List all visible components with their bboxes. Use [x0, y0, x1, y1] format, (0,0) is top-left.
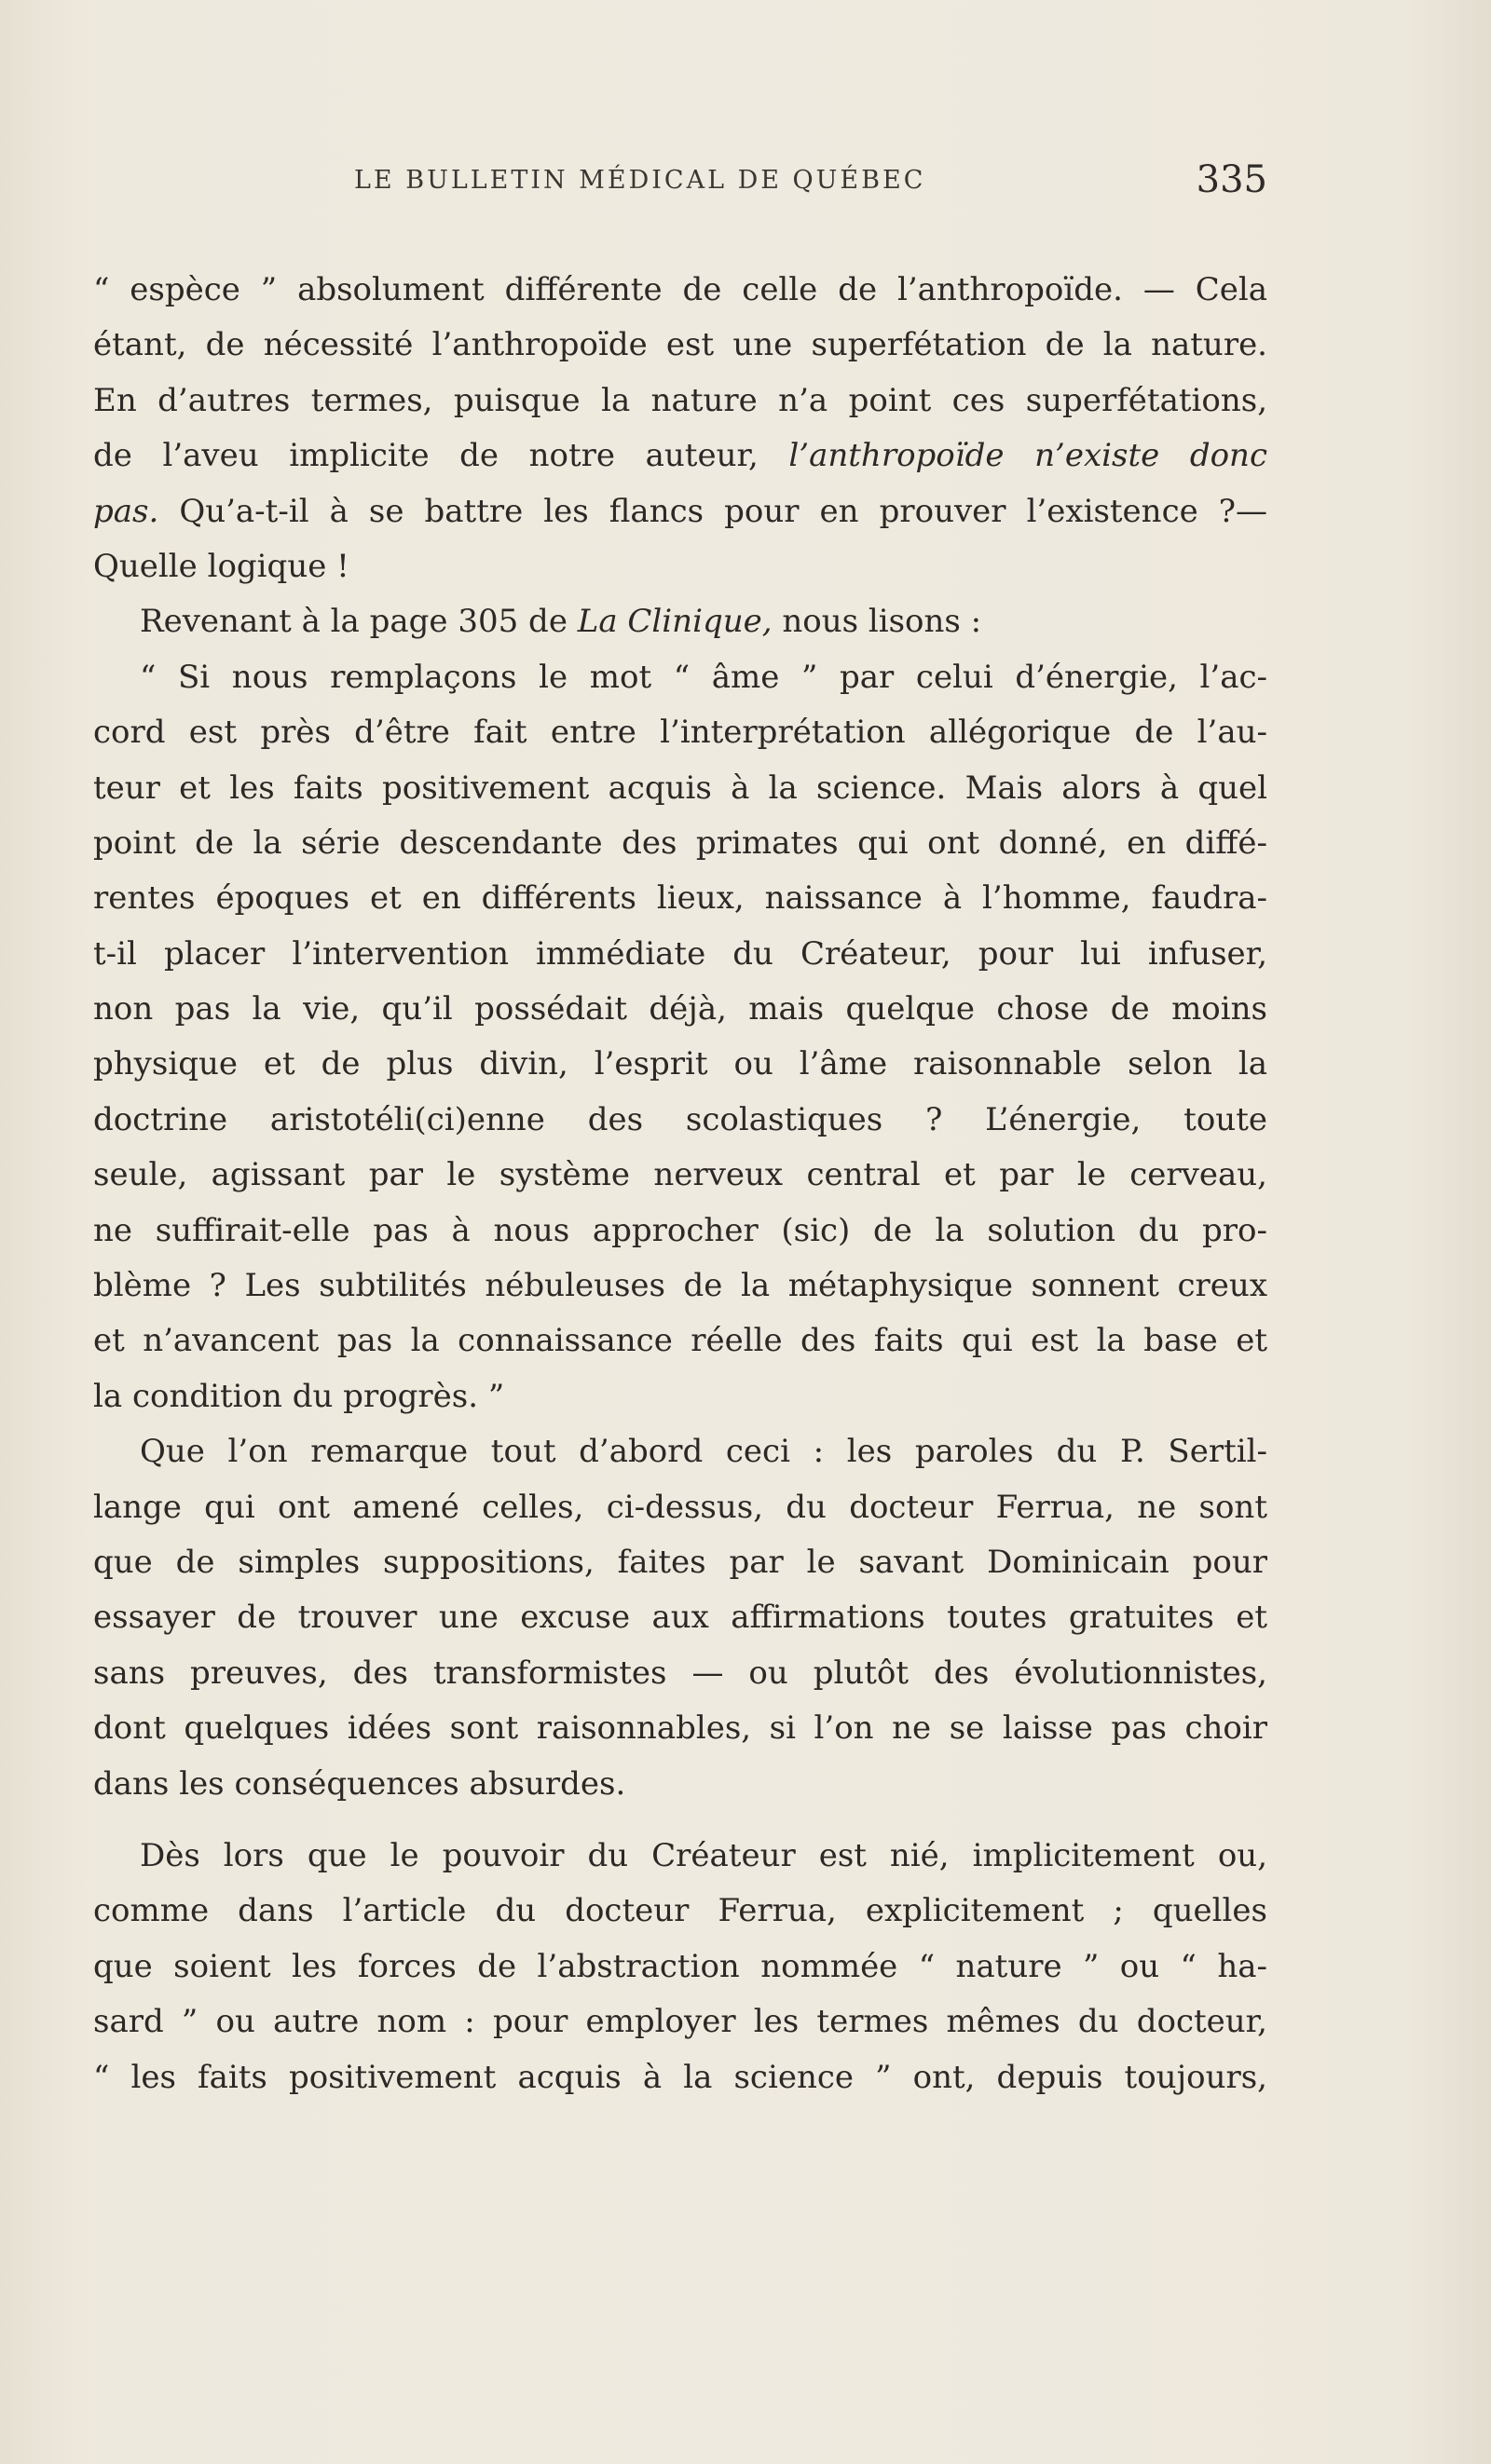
text-line: Dès lors que le pouvoir du Créateur est nié, implicitement ou, [140, 1836, 1267, 1874]
text-line [93, 484, 1267, 539]
text-line [93, 594, 1267, 649]
text-line: sard ” ou autre nom : pour employer les termes mêmes du docteur, [93, 2003, 1267, 2041]
italic-phrase: l’anthropoïde n’existe donc [788, 437, 1267, 475]
body-text [93, 263, 1267, 2105]
paragraph-1 [93, 263, 1267, 594]
text-line: que soient les forces de l’abstraction nommée “ nature ” ou “ ha- [93, 1947, 1267, 1985]
text-span: Qu’a-t-il à se battre les flancs pour en prouver l’existence ?— [158, 492, 1267, 530]
text-line: physique et de plus divin, l’esprit ou l’âme raisonnable selon la [93, 1045, 1267, 1083]
text-line: “ les faits positivement acquis à la science ” ont, depuis toujours, [93, 2058, 1267, 2096]
paragraph-2 [93, 594, 1267, 649]
text-line: non pas la vie, qu’il possédait déjà, mais quelque chose de moins [93, 990, 1267, 1028]
text-line: dans les conséquences absurdes. [93, 1764, 626, 1803]
text-line: que de simples suppositions, faites par le savant Dominicain pour [93, 1543, 1267, 1581]
text-line: ne suffirait-elle pas à nous approcher (sic) de la solution du pro- [93, 1211, 1267, 1249]
text-span: Revenant à la page 305 de [140, 603, 578, 641]
text-line: étant, de nécessité l’anthropoïde est une superfétation de la nature. [93, 326, 1267, 364]
quotation-paragraph [93, 650, 1267, 1424]
text-line [93, 429, 1267, 483]
text-line: t-il placer l’intervention immédiate du Créateur, pour lui infuser, [93, 934, 1267, 973]
page-header [93, 158, 1267, 214]
text-line: doctrine aristotéli(ci)enne des scolastiques ? L’énergie, toute [93, 1100, 1267, 1138]
text-line: essayer de trouver une excuse aux affirmations toutes gratuites et [93, 1599, 1267, 1637]
journal-title: La Clinique, [577, 603, 773, 641]
text-line: dont quelques idées sont raisonnables, si l’on ne se laisse pas choir [93, 1709, 1267, 1748]
text-line: comme dans l’article du docteur Ferrua, explicitement ; quelles [93, 1892, 1267, 1930]
text-span: nous lisons : [772, 603, 982, 641]
paragraph-4 [93, 1424, 1267, 1812]
text-line: “ espèce ” absolument différente de celle de l’anthropoïde. — Cela [93, 271, 1267, 308]
text-line: et n’avancent pas la connaissance réelle des faits qui est la base et [93, 1322, 1267, 1360]
text-line: rentes époques et en différents lieux, naissance à l’homme, faudra- [93, 879, 1267, 918]
paragraph-5 [93, 1829, 1267, 2105]
text-line: blème ? Les subtilités nébuleuses de la métaphysique sonnent creux [93, 1267, 1267, 1305]
page-number: 335 [1196, 158, 1267, 201]
italic-word: pas. [93, 492, 159, 530]
text-line: lange qui ont amené celles, ci-dessus, du docteur Ferrua, ne sont [93, 1488, 1267, 1526]
text-line: “ Si nous remplaçons le mot “ âme ” par celui d’énergie, l’ac- [140, 658, 1267, 696]
text-line: Quelle logique ! [93, 547, 349, 585]
text-line: Que l’on remarque tout d’abord ceci : les paroles du P. Sertil- [140, 1433, 1267, 1471]
paragraph-gap [93, 1812, 1267, 1829]
running-title: LE BULLETIN MÉDICAL DE QUÉBEC [354, 166, 926, 195]
text-line: la condition du progrès. ” [93, 1377, 505, 1415]
text-span: de l’aveu implicite de notre auteur, [93, 437, 789, 475]
text-line: En d’autres termes, puisque la nature n’a point ces superfétations, [93, 381, 1267, 419]
text-line: cord est près d’être fait entre l’interprétation allégorique de l’au- [93, 714, 1267, 752]
text-line: teur et les faits positivement acquis à la science. Mais alors à quel [93, 769, 1267, 807]
text-line: sans preuves, des transformistes — ou plutôt des évolutionnistes, [93, 1654, 1267, 1692]
text-line: point de la série descendante des primates qui ont donné, en diffé- [93, 824, 1267, 862]
text-line: seule, agissant par le système nerveux central et par le cerveau, [93, 1156, 1267, 1194]
